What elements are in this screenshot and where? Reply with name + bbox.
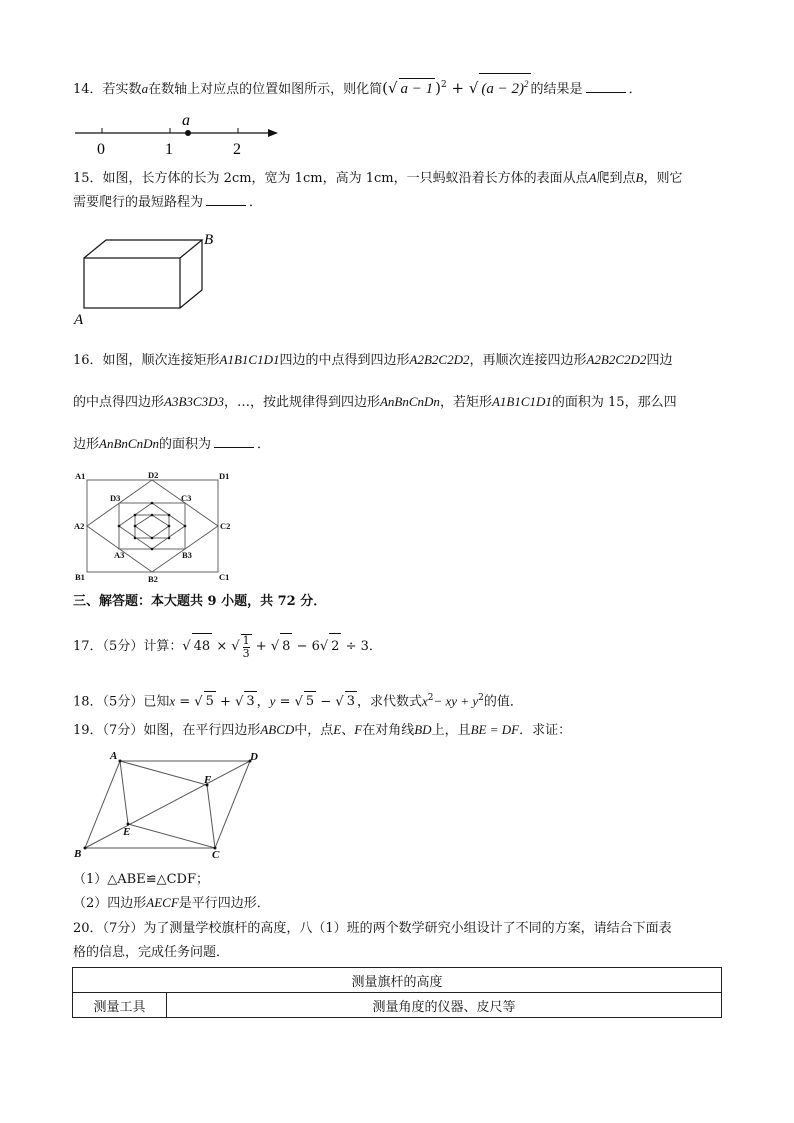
label-C3: C3 (181, 493, 192, 503)
tick-label-1: 1 (165, 141, 173, 158)
label-D1: D1 (219, 471, 230, 481)
cuboid-label-B: B (204, 232, 214, 248)
table-title-cell: 测量旗杆的高度 (73, 968, 722, 993)
q19-part2: （2）四边形AECF是平行四边形． (73, 895, 270, 911)
measurement-table (72, 967, 722, 1018)
q17-text: 17．（5分）计算：√ 48 × √ $\frac{1}{3}$ + √ 8 − 6√ 2 ÷ 3． (73, 633, 382, 660)
q18-text: 18．（5分）已知x = √ 5 + √ 3 ，y = √ 5 − √ 3 ，求代数式$x^2-$ xy + $y^2$的值． (73, 688, 523, 712)
table-row (73, 968, 722, 993)
q16-text-line3: 边形AnBnCnDn的面积为 ． (73, 436, 270, 452)
nested-quadrilaterals-figure (72, 470, 242, 588)
q15-text-line1: 15．如图，长方体的长为 2cm，宽为 1cm，高为 1cm，一只蚂蚁沿着长方体的表面从点A爬到点B，则它 (73, 170, 683, 186)
number-line-figure (70, 108, 290, 158)
rhombus-6 (135, 515, 169, 538)
cuboid-figure (70, 228, 230, 328)
label-C1: C1 (219, 572, 230, 582)
label-A2: A2 (74, 521, 85, 531)
point-a-label: a (182, 112, 190, 129)
point-a (185, 130, 191, 136)
q20-text-line2: 格的信息，完成任务问题． (73, 945, 230, 960)
q20-text-line1: 20．（7分）为了测量学校旗杆的高度，八（1）班的两个数学研究小组设计了不同的方案，请结合下面表 (73, 921, 672, 936)
label-E: E (123, 826, 131, 838)
answer-blank-q16[interactable] (214, 435, 254, 448)
q16-text-line2: 的中点得四边形A3B3C3D3，…，按此规律得到四边形AnBnCnDn，若矩形A1B1C1D1的面积为 15，那么四 (73, 394, 677, 410)
label-B2: B2 (148, 574, 158, 584)
parallelogram-figure (70, 746, 270, 862)
answer-blank-q15[interactable] (206, 193, 246, 206)
rect-A3B3C3D3 (119, 503, 185, 549)
label-B3: B3 (182, 550, 192, 560)
rect-5 (135, 515, 169, 538)
q19-text: 19．（7分）如图，在平行四边形ABCD中，点E、F在对角线BD上，且BE = DF．求证： (73, 722, 572, 738)
label-C: C (212, 849, 220, 861)
label-F: F (204, 774, 212, 786)
table-cell-value: 测量角度的仪器、皮尺等 (167, 993, 722, 1018)
q15-text-line2: 需要爬行的最短路程为 ． (73, 195, 263, 210)
label-D: D (250, 751, 258, 763)
label-B: B (74, 848, 82, 860)
q16-text-line1: 16．如图，顺次连接矩形A1B1C1D1四边的中点得到四边形A2B2C2D2，再顺次连接四边形A2B2C2D2四边 (73, 352, 673, 368)
label-D2: D2 (148, 470, 159, 480)
q14-expr: (√ a − 1 )$^2$ + √ $(a - 2)^2$ (382, 79, 530, 97)
label-A1: A1 (75, 471, 86, 481)
label-A: A (110, 750, 118, 762)
rhombus-4 (119, 503, 185, 549)
number-line-arrow (268, 129, 278, 137)
label-D3: D3 (110, 493, 121, 503)
section-3-heading: 三、解答题：本大题共 9 小题，共 72 分． (73, 594, 327, 609)
label-B1: B1 (75, 572, 85, 582)
label-C2: C2 (220, 521, 231, 531)
cuboid-front-face (84, 258, 180, 308)
answer-blank-q14[interactable] (586, 80, 626, 93)
table-row (73, 993, 722, 1018)
q19-part1: （1）△ABE≌△CDF； (73, 872, 209, 887)
rect-A1B1C1D1 (87, 480, 218, 572)
table-cell-label: 测量工具 (73, 993, 167, 1018)
tick-label-2: 2 (233, 141, 241, 158)
cuboid-top-face (84, 240, 202, 258)
rhombus-A2B2C2D2 (87, 480, 218, 572)
cuboid-label-A: A (74, 312, 84, 328)
cuboid-side-face (180, 240, 202, 308)
tick-label-0: 0 (97, 141, 105, 158)
q14-text: 14．若实数a在数轴上对应点的位置如图所示，则化简(√ a − 1 )$^2$ + √ $(a - 2)^2$ 的结果是 ． (73, 73, 642, 100)
label-A3: A3 (114, 550, 125, 560)
